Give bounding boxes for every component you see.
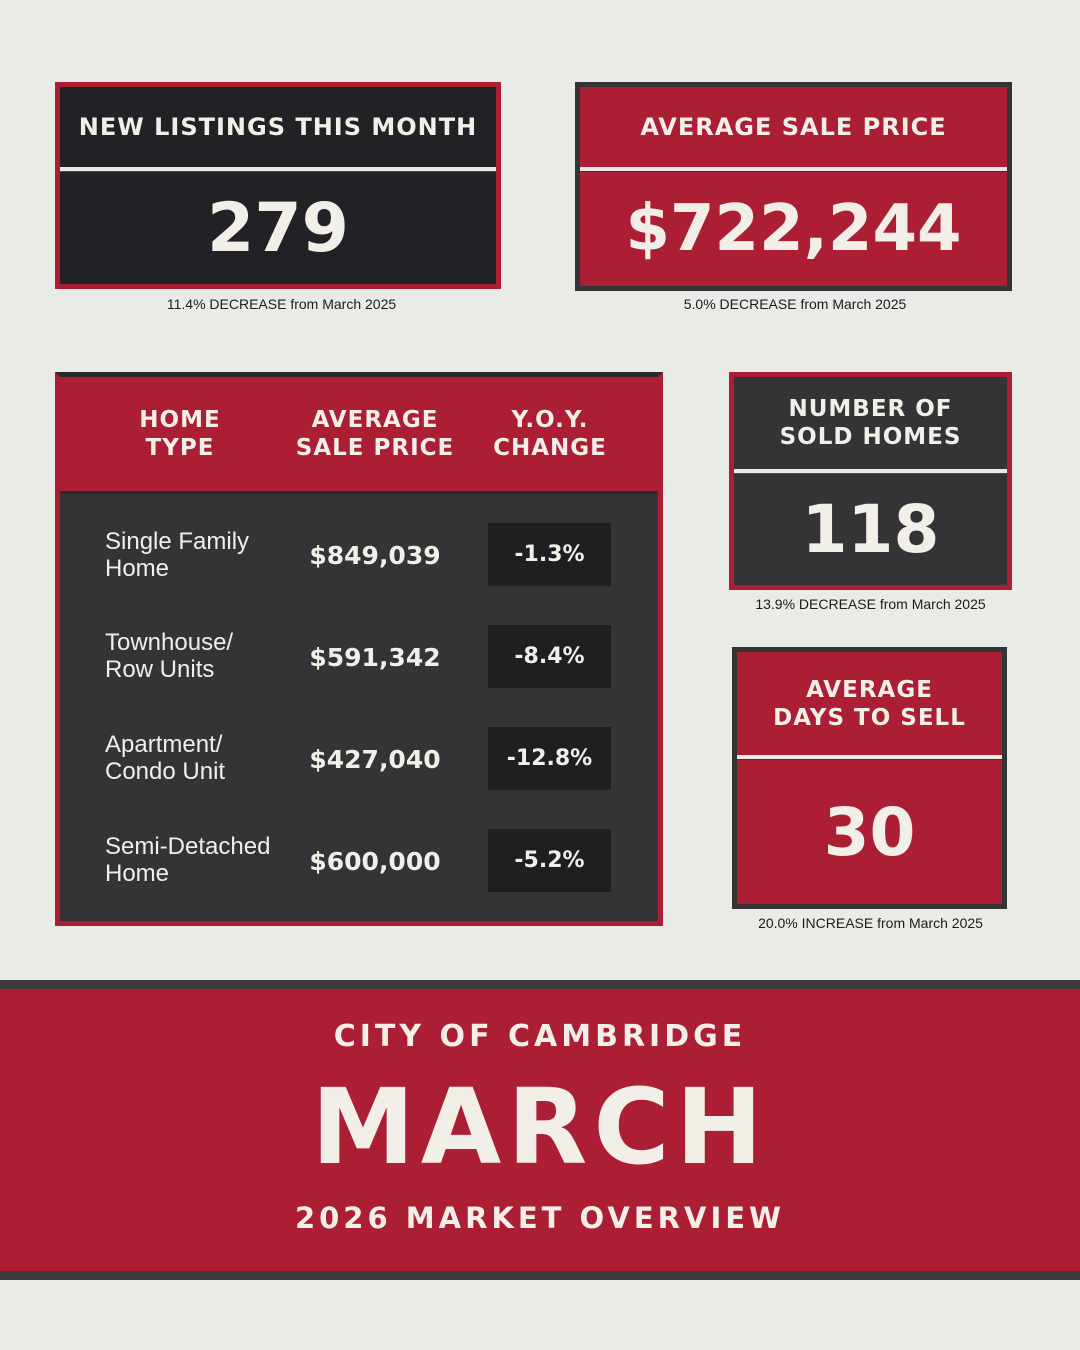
header-home-type: HOME TYPE: [139, 407, 221, 461]
city-name: CITY OF CAMBRIDGE: [333, 1019, 747, 1054]
avg-sale-price-note: 5.0% DECREASE from March 2025: [683, 296, 907, 312]
avg-sale-price-title: AVERAGE SALE PRICE: [580, 87, 1007, 167]
new-listings-card: [55, 82, 501, 289]
header-avg-price: AVERAGE SALE PRICE: [295, 407, 455, 461]
row-home-type: Single Family Home: [105, 528, 250, 582]
row-price: $427,040: [309, 744, 441, 774]
banner-subtitle: 2026 MARKET OVERVIEW: [294, 1201, 786, 1235]
table-row: [60, 625, 658, 727]
sold-homes-note: 13.9% DECREASE from March 2025: [755, 596, 986, 612]
avg-sale-price-card: [575, 82, 1012, 291]
header-yoy: Y.O.Y. CHANGE: [493, 407, 607, 461]
row-price: $600,000: [309, 846, 441, 876]
row-home-type: Apartment/ Condo Unit: [105, 731, 226, 785]
row-home-type: Semi-Detached Home: [105, 833, 271, 887]
sold-homes-title: NUMBER OF SOLD HOMES: [734, 377, 1007, 469]
row-change: -8.4%: [488, 625, 611, 688]
days-to-sell-card: [732, 647, 1007, 909]
row-price: $591,342: [309, 642, 441, 672]
row-change: -1.3%: [488, 523, 611, 586]
sold-homes-value: 118: [734, 474, 1007, 585]
month-title: MARCH: [311, 1066, 769, 1188]
sold-homes-card: [729, 372, 1012, 590]
days-to-sell-value: 30: [737, 760, 1002, 904]
home-type-table: [55, 372, 663, 926]
table-row: [60, 727, 658, 829]
new-listings-value: 279: [60, 172, 496, 284]
days-to-sell-note: 20.0% INCREASE from March 2025: [758, 915, 983, 931]
row-change: -12.8%: [488, 727, 611, 790]
days-to-sell-title: AVERAGE DAYS TO SELL: [737, 652, 1002, 755]
table-row: [60, 829, 658, 931]
row-home-type: Townhouse/ Row Units: [105, 629, 234, 683]
row-price: $849,039: [309, 540, 441, 570]
table-row: [60, 523, 658, 625]
avg-sale-price-value: $722,244: [580, 172, 1007, 286]
market-overview-banner: [0, 980, 1080, 1280]
new-listings-title: NEW LISTINGS THIS MONTH: [60, 87, 496, 167]
row-change: -5.2%: [488, 829, 611, 892]
table-header: [60, 377, 658, 494]
new-listings-note: 11.4% DECREASE from March 2025: [166, 296, 397, 312]
